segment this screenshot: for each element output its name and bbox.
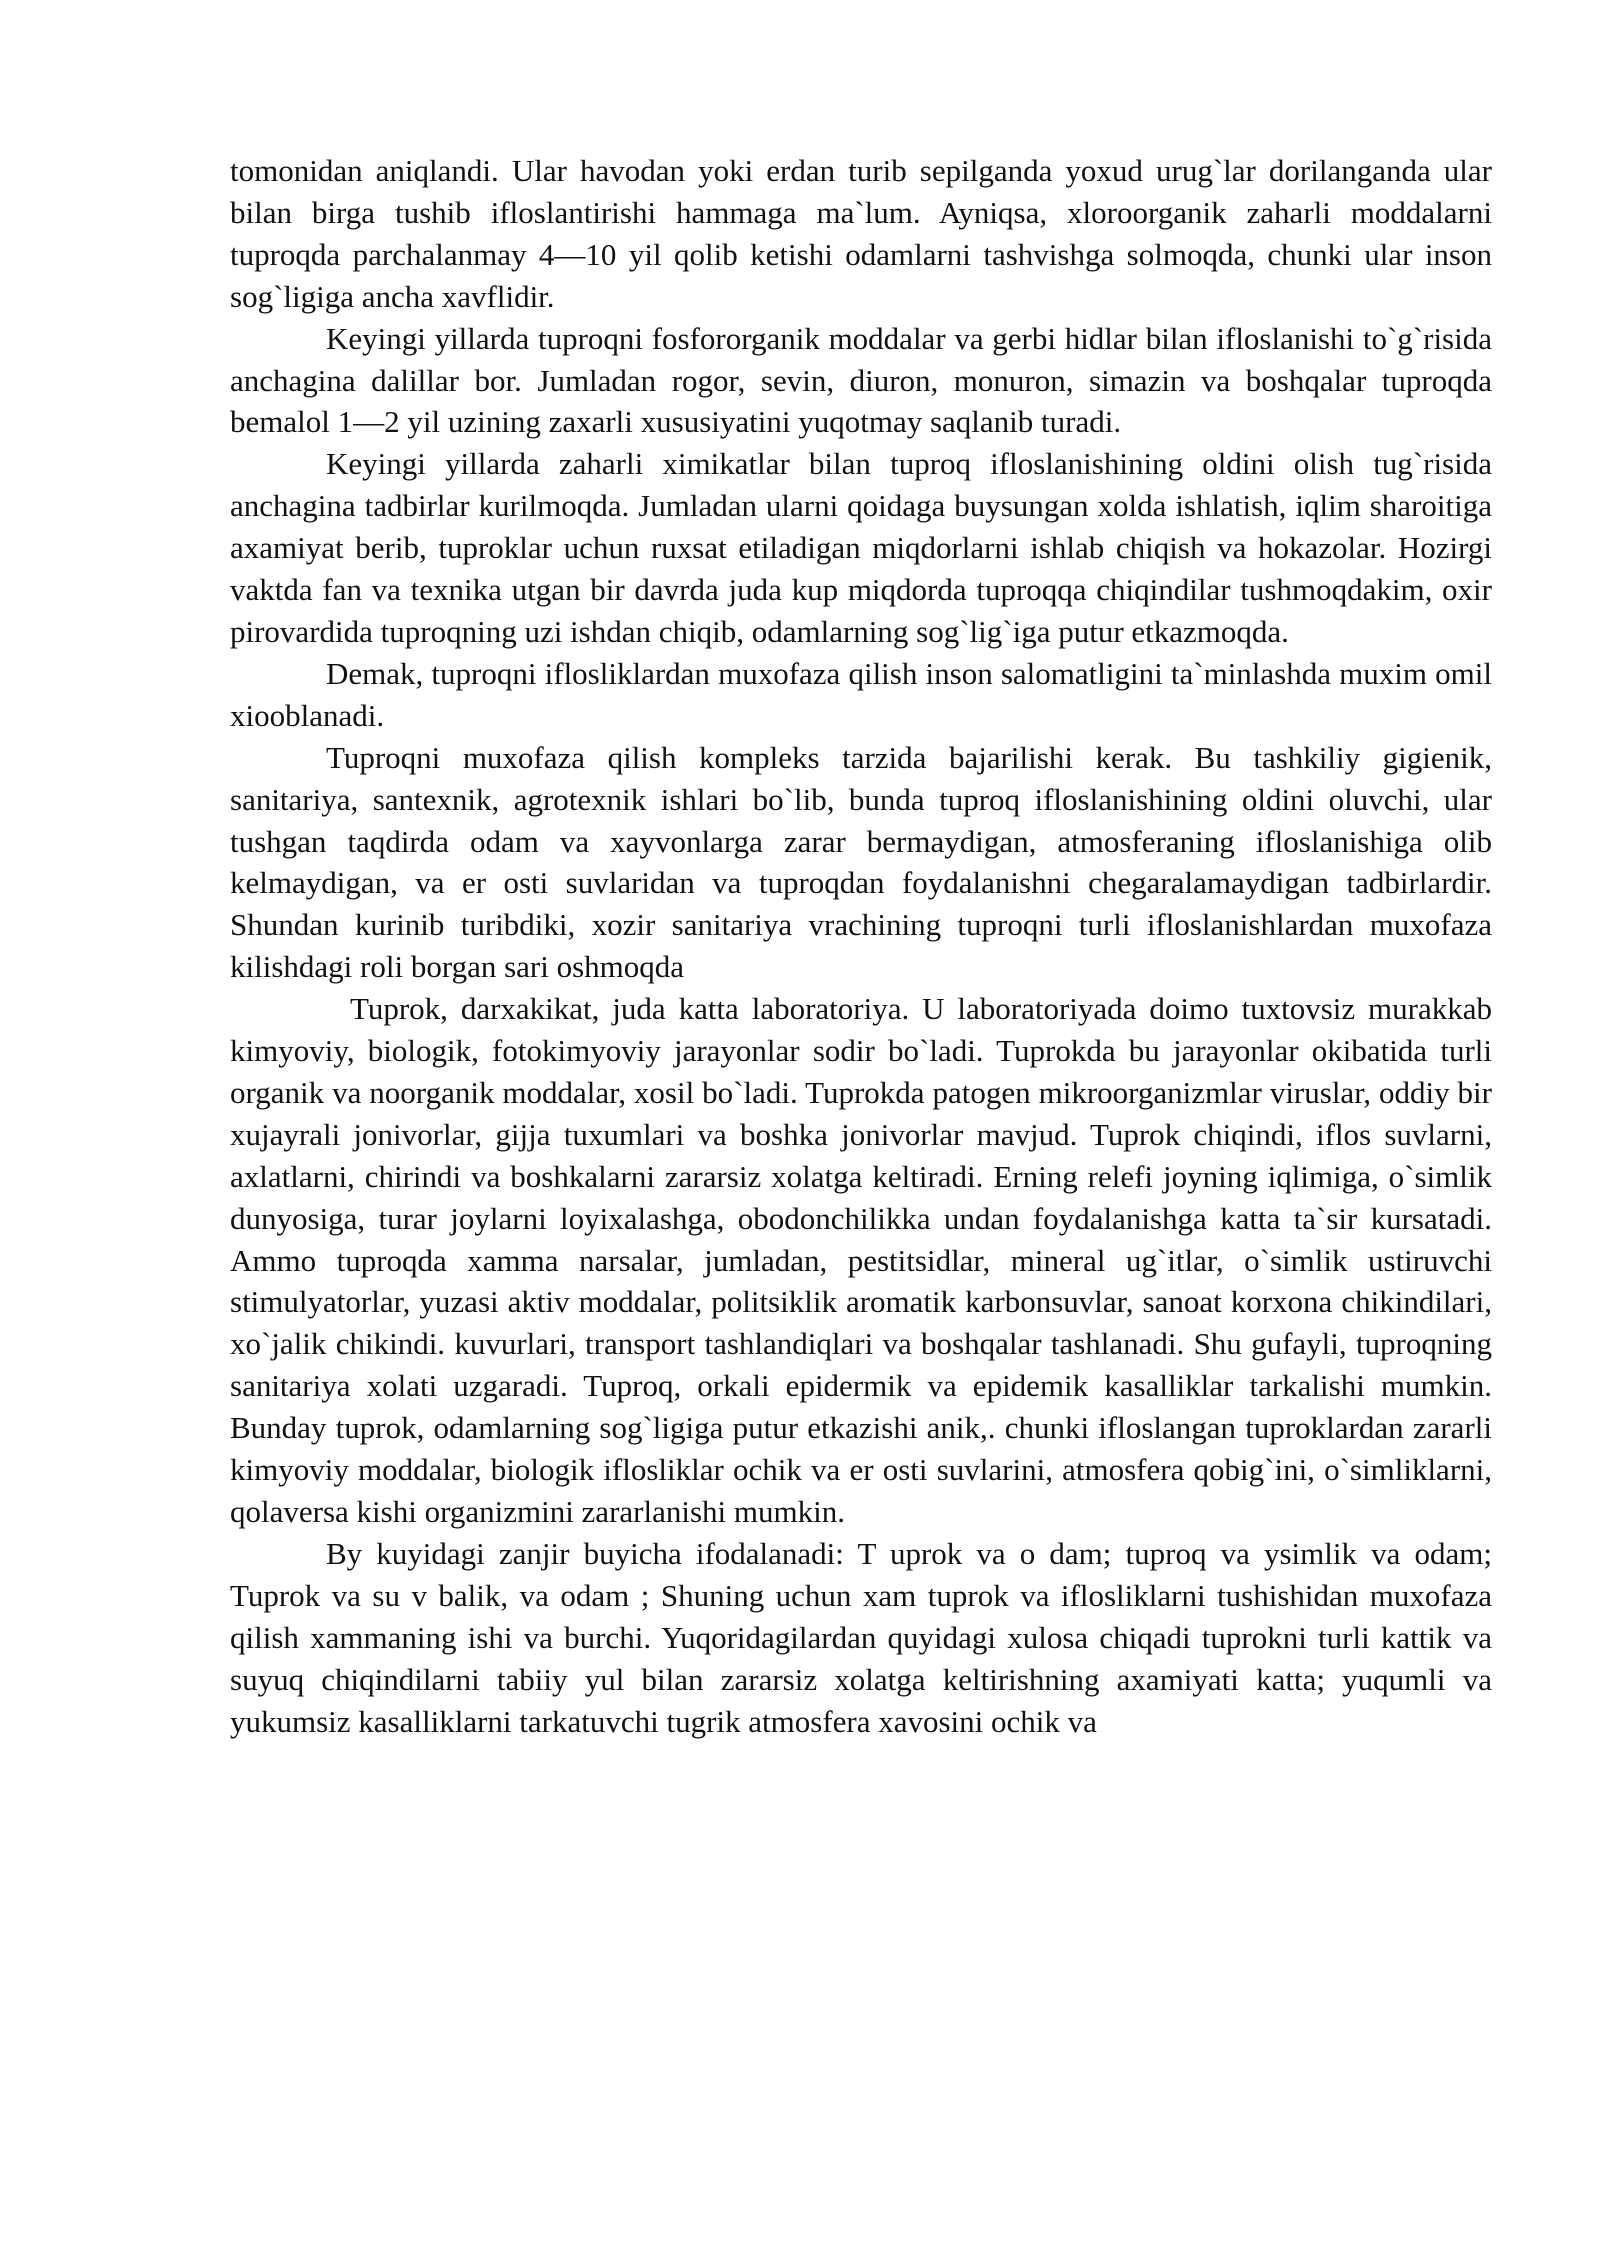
document-body <box>230 150 1492 1742</box>
paragraph-4: Demak, tuproqni iflosliklardan muxofaza qilish inson salomatligini ta`minlashda muxim omil xiooblanadi. <box>230 655 1492 733</box>
paragraph-5: Tuproqni muxofaza qilish kompleks tarzida bajarilishi kerak. Bu tashkiliy gigienik, sanitariya, santexnik, agrotexnik ishlari bo`lib, bunda tuproq ifloslanishining oldini oluvchi, ular tushgan taqdirda odam va xayvonlarga zarar bermaydigan, atmosferaning ifloslanishiga olib kelmaydigan, va er osti suvlaridan va tuproqdan foydalanishni chegaralamaydigan tadbirlardir. Shundan kurinib turibdiki, xozir sanitariya vrachining tuproqni turli ifloslanishlardan muxofaza kilishdagi roli borgan sari oshmoqda <box>230 739 1492 985</box>
paragraph-7: By kuyidagi zanjir buyicha ifodalanadi: T uprok va o dam; tuproq va ysimlik va odam; Tuprok va su v balik, va odam ; Shuning uchun xam tuprok va iflosliklarni tushishidan muxofaza qilish xammaning ishi va burchi. Yuqoridagilardan quyidagi xulosa chiqadi tuprokni turli kattik va suyuq chiqindilarni tabiiy yul bilan zararsiz xolatga keltirishning axamiyati katta; yuqumli va yukumsiz kasalliklarni tarkatuvchi tugrik atmosfera xavosini ochik va <box>230 1535 1492 1739</box>
paragraph-1: tomonidan aniqlandi. Ular havodan yoki erdan turib sepilganda yoxud urug`lar dorilanganda ular bilan birga tushib ifloslantirishi hammaga ma`lum. Ayniqsa, xloroorganik zaharli moddalarni tuproqda parchalanmay 4—10 yil qolib ketishi odamlarni tashvishga solmoqda, chunki ular inson sog`ligiga ancha xavflidir. <box>230 153 1492 314</box>
paragraph-3: Keyingi yillarda zaharli ximikatlar bilan tuproq ifloslanishining oldini olish tug`risida anchagina tadbirlar kurilmoqda. Jumladan ularni qoidaga buysungan xolda ishlatish, iqlim sharoitiga axamiyat berib, tuproklar uchun ruxsat etiladigan miqdorlarni ishlab chiqish va hokazolar. Hozirgi vaktda fan va texnika utgan bir davrda juda kup miqdorda tuproqqa chiqindilar tushmoqdakim, oxir pirovardida tuproqning uzi ishdan chiqib, odamlarning sog`lig`iga putur etkazmoqda. <box>230 446 1492 649</box>
paragraph-6: Tuprok, darxakikat, juda katta laboratoriya. U laboratoriyada doimo tuxtovsiz murakkab kimyoviy, biologik, fotokimyoviy jarayonlar sodir bo`ladi. Tuprokda bu jarayonlar okibatida turli organik va noorganik moddalar, xosil bo`ladi. Tuprokda patogen mikroorganizmlar viruslar, oddiy bir xujayrali jonivorlar, gijja tuxumlari va boshka jonivorlar mavjud. Tuprok chiqindi, iflos suvlarni, axlatlarni, chirindi va boshkalarni zararsiz xolatga keltiradi. Erning relefi joyning iqlimiga, o`simlik dunyosiga, turar joylarni loyixalashga, obodonchilikka undan foydalanishga katta ta`sir kursatadi. Ammo tuproqda xamma narsalar, jumladan, pestitsidlar, mineral ug`itlar, o`simlik ustiruvchi stimulyatorlar, yuzasi aktiv moddalar, politsiklik aromatik karbonsuvlar, sanoat korxona chikindilari, xo`jalik chikindi. kuvurlari, transport tashlandiqlari va boshqalar tashlanadi. Shu gufayli, tuproqning sanitariya xolati uzgaradi. Tuproq, orkali epidermik va epidemik kasalliklar tarkalishi mumkin. Bunday tuprok, odamlarning sog`ligiga putur etkazishi anik,. chunki ifloslangan tuproklardan zararli kimyoviy moddalar, biologik iflosliklar ochik va er osti suvlarini, atmosfera qobig`ini, o`simliklarni, qolaversa kishi organizmini zararlanishi mumkin. <box>230 991 1492 1529</box>
paragraph-2: Keyingi yillarda tuproqni fosfororganik moddalar va gerbi hidlar bilan ifloslanishi to`g`risida anchagina dalillar bor. Jumladan rogor, sevin, diuron, monuron, simazin va boshqalar tuproqda bemalol 1—2 yil uzining zaxarli xususiyatini yuqotmay saqlanib turadi. <box>230 320 1492 440</box>
